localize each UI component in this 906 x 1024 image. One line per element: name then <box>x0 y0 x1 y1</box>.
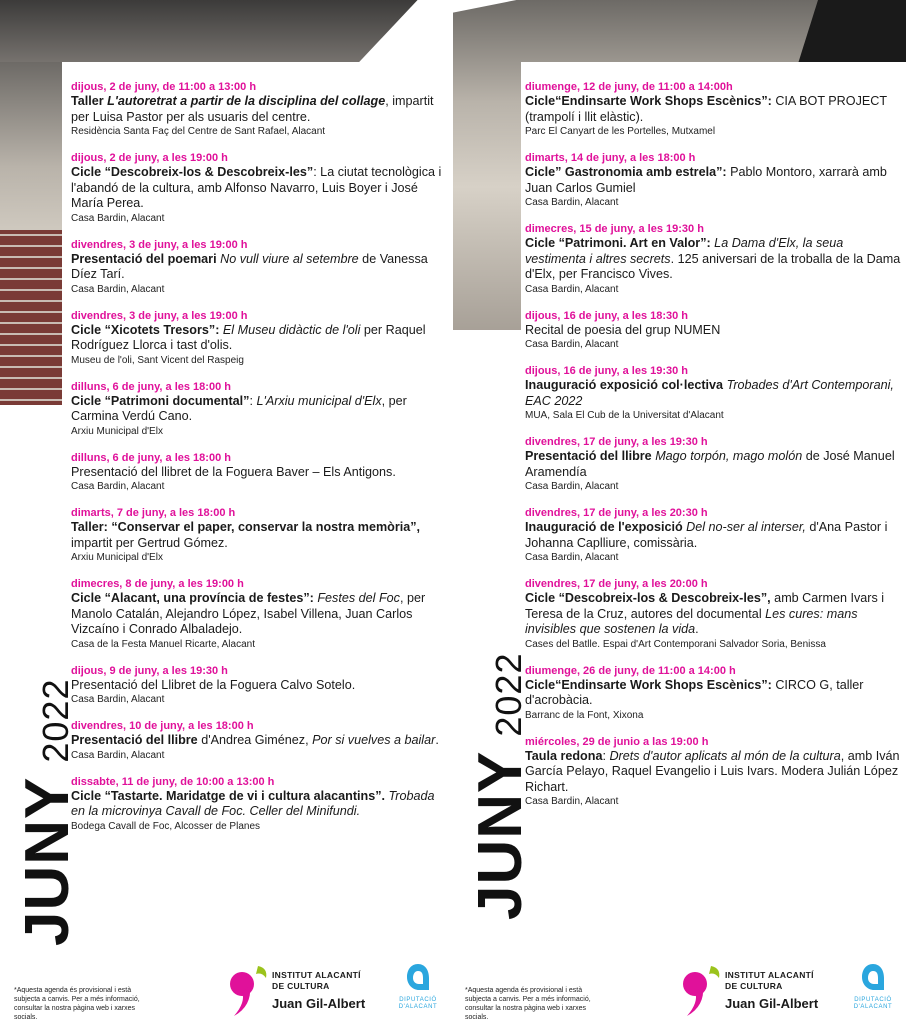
event-description <box>525 449 901 480</box>
event-date: diumenge, 26 de juny, de 11:00 a 14:00 h <box>525 664 736 677</box>
event-item <box>525 577 901 652</box>
event-text-segment: Inauguració exposició col·lectiva <box>525 378 727 392</box>
event-date: dimecres, 8 de juny, a les 19:00 h <box>71 578 244 590</box>
event-location: Cases del Batlle. Espai d'Art Contemporani Salvador Soria, Benissa <box>525 638 826 650</box>
institute-line2: DE CULTURA <box>272 981 330 991</box>
event-text-segment: Festes del Foc <box>317 591 400 605</box>
event-location: Casa Bardin, Alacant <box>525 481 619 492</box>
event-text-segment: Por si vuelves a bailar <box>312 733 436 747</box>
event-item <box>525 309 901 353</box>
event-text-segment: , per Manolo Catalán, Alejandro López, Isabel Villena, Juan Carlos Vizcaíno i Conrado Albaladejo. <box>71 591 426 636</box>
event-text-segment: , impartit per Luisa Pastor per als usuaris del centre. <box>71 94 434 124</box>
event-description <box>525 378 901 409</box>
footnote-left: *Aquesta agenda és provisional i està subjecta a canvis. Per a més informació, consultar la nostra pàgina web i xarxes socials. <box>14 987 140 1021</box>
event-text-segment: L'autoretrat a partir de la disciplina del collage <box>107 94 386 108</box>
events-list-left <box>71 80 443 846</box>
event-text-segment: : <box>602 748 610 763</box>
event-text-segment: Pablo Montoro, xarrarà amb Juan Carlos Gumiel <box>525 165 887 195</box>
event-date: dimecres, 15 de juny, a les 19:30 h <box>525 223 704 235</box>
event-date: dijous, 16 de juny, a les 19:30 h <box>525 365 689 377</box>
event-location: Parc El Canyart de les Portelles, Mutxamel <box>525 126 716 137</box>
event-date: dilluns, 6 de juny, a les 18:00 h <box>71 451 231 464</box>
event-description <box>525 236 901 283</box>
event-text-segment: Cicle “Xicotets Tresors”: <box>71 322 220 337</box>
event-date: divendres, 3 de juny, a les 19:00 h <box>71 238 248 251</box>
diputacio-a-icon <box>405 962 431 992</box>
event-text-segment: Les cures: mans invisibles que sostenen la vida <box>525 606 858 636</box>
event-text-segment: Inauguració de l'exposició <box>525 520 687 534</box>
event-text-segment: d'Ana Pastor i Johanna Caplliure, comissària. <box>525 520 888 550</box>
event-text-segment: CIRCO G, taller d'acrobàcia. <box>525 677 864 707</box>
event-date: dijous, 16 de juny, a les 18:30 h <box>525 309 689 322</box>
event-text-segment: Trobades d'Art Contemporani, EAC 2022 <box>525 378 894 408</box>
event-text-segment: , amb Iván García Pelayo, Raquel Evangelio i Luis Ivars. Modera Julián López Richart. <box>525 748 900 794</box>
event-description <box>71 733 443 749</box>
event-description <box>525 749 901 796</box>
event-description <box>71 591 443 638</box>
event-location: Arxiu Municipal d'Elx <box>71 552 163 563</box>
event-location: MUA, Sala El Cub de la Universitat d'Alacant <box>525 410 724 421</box>
event-text-segment: , per Carmina Verdú Cano. <box>71 393 407 423</box>
institute-text <box>272 970 392 992</box>
event-text-segment: amb Carmen Ivars i Teresa de la Cruz, autores del documental <box>525 591 885 621</box>
comma-quote-icon <box>681 962 725 1018</box>
event-date: divendres, 3 de juny, a les 19:00 h <box>71 309 248 322</box>
event-description <box>71 323 443 354</box>
event-location: Casa de la Festa Manuel Ricarte, Alacant <box>71 638 255 650</box>
event-item <box>525 506 901 565</box>
event-text-segment: L'Arxiu municipal d'Elx <box>256 393 382 408</box>
diputacio-line1: DIPUTACIÓ <box>399 997 437 1003</box>
event-text-segment: : <box>249 393 257 408</box>
event-item <box>71 577 443 652</box>
event-item <box>525 151 901 210</box>
diputacio-line2: D'ALACANT <box>398 1004 438 1010</box>
month-label: JUNY <box>13 776 82 946</box>
event-text-segment: Cicle “Patrimoni. Art en Valor”: <box>525 236 711 250</box>
event-date: diumenge, 12 de juny, de 11:00 a 14:00h <box>525 81 733 93</box>
event-text-segment: Taula redona <box>525 748 603 763</box>
month-heading-right <box>465 653 536 920</box>
event-location: Barranc de la Font, Xixona <box>525 709 644 721</box>
event-text-segment: Taller: “Conservar el paper, conservar la nostra memòria”, <box>71 520 421 534</box>
event-description <box>71 465 443 481</box>
event-location: Bodega Cavall de Foc, Alcosser de Planes <box>71 820 260 832</box>
event-date: dimarts, 14 de juny, a les 18:00 h <box>525 152 696 164</box>
month-label: JUNY <box>466 750 535 920</box>
event-description <box>71 394 443 425</box>
event-text-segment: Del no-ser al interser, <box>686 520 806 534</box>
event-item <box>71 451 443 495</box>
year-label: 2022 <box>488 652 529 737</box>
event-text-segment: Cicle “Descobreix-los & Descobreix-les” <box>71 165 314 179</box>
event-date: dilluns, 6 de juny, a les 18:00 h <box>71 380 231 393</box>
event-description <box>71 165 443 212</box>
event-text-segment: per Raquel Rodríguez Llorca i tast d'olis. <box>71 322 426 352</box>
event-text-segment: Cicle” Gastronomia amb estrela”: <box>525 165 727 179</box>
event-text-segment: Cicle “Patrimoni documental” <box>71 393 250 408</box>
event-text-segment: La Dama d'Elx, la seua vestimenta i altres secrets <box>525 236 844 266</box>
diputacio-logo-left <box>396 962 440 1011</box>
event-date: miércoles, 29 de junio a las 19:00 h <box>525 735 709 748</box>
event-text-segment: Trobada en la microvinya Cavall de Foc. Celler del Minifundi. <box>71 788 435 818</box>
event-text-segment: Presentació del llibre <box>525 449 656 463</box>
event-description <box>525 678 901 709</box>
event-item <box>71 238 443 297</box>
event-text-segment: Presentació del poemari <box>71 251 221 266</box>
event-text-segment: Taller <box>71 94 108 108</box>
event-date: dissabte, 11 de juny, de 10:00 a 13:00 h <box>71 775 275 788</box>
event-text-segment: Cicle “Alacant, una província de festes”: <box>71 591 318 605</box>
event-location: Casa Bardin, Alacant <box>525 339 619 350</box>
event-item <box>525 735 901 810</box>
event-date: dijous, 2 de juny, a les 19:00 h <box>71 152 228 164</box>
event-text-segment: . 125 aniversari de la troballa de la Dama d'Elx, per Francisco Vives. <box>525 251 901 281</box>
event-location: Museu de l'oli, Sant Vicent del Raspeig <box>71 354 244 366</box>
event-description <box>71 94 443 125</box>
institute-line1: INSTITUT ALACANTÍ <box>725 970 814 980</box>
event-description <box>71 520 443 551</box>
event-item <box>525 222 901 297</box>
diputacio-line1: DIPUTACIÓ <box>854 997 892 1003</box>
event-description <box>525 323 901 339</box>
event-date: divendres, 10 de juny, a les 18:00 h <box>71 720 254 732</box>
diputacio-a-icon <box>860 962 886 992</box>
event-description <box>71 678 443 694</box>
event-item <box>525 364 901 423</box>
event-text-segment: de Vanessa Díez Tarí. <box>71 251 428 281</box>
events-list-right <box>525 80 901 821</box>
event-item <box>71 309 443 368</box>
event-location: Casa Bardin, Alacant <box>71 694 165 705</box>
event-item <box>525 435 901 494</box>
event-description <box>525 591 901 638</box>
event-date: dijous, 9 de juny, a les 19:30 h <box>71 664 228 677</box>
event-location: Casa Bardin, Alacant <box>71 749 165 761</box>
event-text-segment: . <box>435 733 439 747</box>
event-item <box>71 719 443 763</box>
event-text-segment: CIA BOT PROJECT (trampolí i llit elàstic). <box>525 94 887 124</box>
event-item <box>71 151 443 226</box>
diputacio-logo-right <box>851 962 895 1011</box>
comma-quote-icon <box>228 962 272 1018</box>
event-text-segment: impartit per Gertrud Gómez. <box>71 535 228 550</box>
institute-text <box>725 970 845 992</box>
event-location: Casa Bardin, Alacant <box>71 481 165 492</box>
event-text-segment: Presentació del Llibret de la Foguera Calvo Sotelo. <box>71 677 356 692</box>
event-description <box>525 520 901 551</box>
event-location: Casa Bardin, Alacant <box>71 212 165 224</box>
year-label: 2022 <box>35 678 76 763</box>
event-date: divendres, 17 de juny, a les 19:30 h <box>525 436 708 448</box>
event-text-segment: de José Manuel Aramendía <box>525 449 895 479</box>
event-item <box>71 506 443 565</box>
event-date: dimarts, 7 de juny, a les 18:00 h <box>71 507 236 519</box>
event-item <box>71 80 443 139</box>
event-date: dijous, 2 de juny, de 11:00 a 13:00 h <box>71 81 257 93</box>
event-text-segment: Cicle “Descobreix-los & Descobreix-les”, <box>525 591 771 605</box>
event-location: Casa Bardin, Alacant <box>71 283 165 295</box>
event-text-segment: Mago torpón, mago molón <box>655 449 803 463</box>
event-item <box>71 775 443 834</box>
event-text-segment: Cicle“Endinsarte Work Shops Escènics”: <box>525 94 772 108</box>
month-heading-left <box>12 679 83 946</box>
event-item <box>525 80 901 139</box>
event-text-segment: Drets d'autor aplicats al món de la cultura <box>609 748 841 763</box>
event-location: Arxiu Municipal d'Elx <box>71 425 163 437</box>
footnote-right: *Aquesta agenda és provisional i està subjecta a canvis. Per a més informació, consultar la nostra pàgina web i xarxes socials. <box>465 987 591 1021</box>
event-text-segment: Presentació del llibret de la Foguera Baver – Els Antigons. <box>71 464 396 479</box>
agenda-panel-left <box>0 0 449 1024</box>
event-location: Casa Bardin, Alacant <box>525 796 619 807</box>
event-text-segment: Recital de poesia del grup NUMEN <box>525 322 721 337</box>
event-text-segment: Cicle“Endinsarte Work Shops Escènics”: <box>525 677 772 692</box>
event-item <box>71 664 443 708</box>
event-description <box>71 252 443 283</box>
event-date: divendres, 17 de juny, a les 20:30 h <box>525 507 708 519</box>
event-item <box>525 664 901 723</box>
event-location: Casa Bardin, Alacant <box>525 283 619 295</box>
event-text-segment: d'Andrea Giménez, <box>201 733 313 747</box>
event-text-segment: Presentació del llibre <box>71 733 202 747</box>
event-description <box>71 789 443 820</box>
institute-line1: INSTITUT ALACANTÍ <box>272 970 361 980</box>
event-text-segment: No vull viure al setembre <box>220 251 359 266</box>
institute-line2: DE CULTURA <box>725 981 783 991</box>
event-date: divendres, 17 de juny, a les 20:00 h <box>525 578 708 590</box>
event-text-segment: : La ciutat tecnològica i l'abandó de la cultura, amb Alfonso Navarro, Luis Boyer i José María Perea. <box>71 165 442 210</box>
event-text-segment: . <box>695 622 699 636</box>
institute-name: Juan Gil-Albert <box>725 996 819 1011</box>
event-description <box>525 94 901 125</box>
agenda-panel-right <box>453 0 906 1024</box>
event-location: Casa Bardin, Alacant <box>525 552 619 563</box>
event-description <box>525 165 901 196</box>
event-text-segment: Cicle “Tastarte. Maridatge de vi i cultura alacantins”. <box>71 788 389 803</box>
institute-name: Juan Gil-Albert <box>272 996 366 1011</box>
event-location: Residència Santa Faç del Centre de Sant Rafael, Alacant <box>71 126 326 137</box>
diputacio-line2: D'ALACANT <box>853 1004 893 1010</box>
event-item <box>71 380 443 439</box>
event-location: Casa Bardin, Alacant <box>525 197 619 208</box>
event-text-segment: El Museu didàctic de l'oli <box>219 322 361 337</box>
